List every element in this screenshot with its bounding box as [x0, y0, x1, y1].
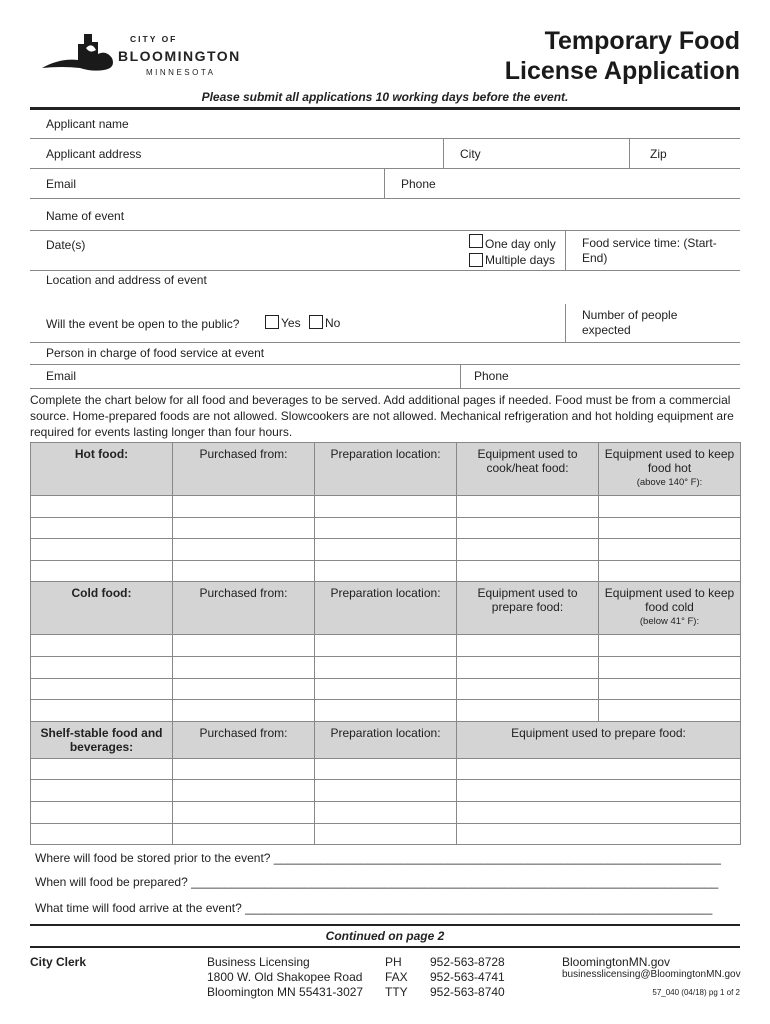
table-cell[interactable]: [599, 678, 741, 700]
shelf-equipment-header: Equipment used to prepare food:: [457, 721, 741, 758]
fax-number: 952-563-4741: [430, 970, 505, 984]
table-cell[interactable]: [457, 496, 599, 518]
prep-location-header: Preparation location:: [315, 443, 457, 496]
fax-label: FAX: [385, 970, 408, 984]
divider: [629, 138, 630, 168]
table-cell[interactable]: [31, 496, 173, 518]
table-row: [31, 758, 741, 780]
divider: [30, 342, 740, 343]
dates-field[interactable]: Date(s): [46, 238, 86, 252]
multiple-days-checkbox[interactable]: [469, 253, 483, 267]
one-day-label: One day only: [485, 237, 556, 251]
purchased-from-header: Purchased from:: [173, 582, 315, 635]
divider: [30, 230, 740, 231]
table-cell[interactable]: [173, 560, 315, 582]
table-cell[interactable]: [31, 758, 173, 780]
table-cell[interactable]: [457, 823, 741, 845]
hot-holding-label: Equipment used to keep food hot: [604, 447, 735, 475]
contact-email-field[interactable]: Email: [46, 369, 77, 383]
table-cell[interactable]: [315, 801, 457, 823]
preparation-time-question[interactable]: When will food be prepared? _______________________________________________________________________________: [35, 875, 719, 889]
table-cell[interactable]: [173, 700, 315, 722]
instructions-text: Complete the chart below for all food and beverages to be served. Add additional pages if needed. Food must be from a commercial source. Home-prepared foods are not allowed. Slowcookers are not allowed. Mechanical refrigeration and hot holding equipment are required for events lasting longer than four hours.: [30, 393, 734, 439]
table-cell[interactable]: [457, 801, 741, 823]
footer-rule-bottom: [30, 946, 740, 948]
table-cell[interactable]: [173, 539, 315, 561]
table-cell[interactable]: [31, 656, 173, 678]
email-link[interactable]: businesslicensing@BloomingtonMN.gov: [562, 969, 741, 980]
table-row: [31, 539, 741, 561]
table-cell[interactable]: [457, 560, 599, 582]
submission-notice: Please submit all applications 10 working days before the event.: [201, 90, 569, 104]
service-time-field[interactable]: Food service time: (Start-End): [582, 236, 717, 265]
table-row: [31, 560, 741, 582]
city-state-zip: Bloomington MN 55431-3027: [207, 985, 364, 999]
shelf-stable-category: Shelf-stable food and beverages:: [31, 721, 173, 758]
arrival-time-question[interactable]: What time will food arrive at the event? ______________________________________________________________________: [35, 901, 713, 915]
person-in-charge-field[interactable]: Person in charge of food service at event: [46, 346, 265, 360]
table-cell[interactable]: [315, 780, 457, 802]
cold-temp-note: (below 41° F):: [639, 616, 700, 628]
phone-number: 952-563-8728: [430, 955, 505, 969]
table-cell[interactable]: [315, 823, 457, 845]
table-row: [31, 517, 741, 539]
table-cell[interactable]: [315, 678, 457, 700]
prep-location-header: Preparation location:: [315, 582, 457, 635]
event-name-field[interactable]: Name of event: [46, 209, 125, 223]
table-cell[interactable]: [599, 517, 741, 539]
prep-location-header: Preparation location:: [315, 721, 457, 758]
table-cell[interactable]: [599, 656, 741, 678]
hot-temp-note: (above 140° F):: [636, 477, 703, 488]
cold-food-header-row: [31, 582, 741, 635]
table-row: [31, 496, 741, 518]
applicant-name-field[interactable]: Applicant name: [46, 117, 129, 131]
table-row: [31, 823, 741, 845]
food-table: [30, 442, 741, 845]
table-cell[interactable]: [31, 700, 173, 722]
cold-holding-header: [599, 582, 741, 635]
table-cell[interactable]: [599, 539, 741, 561]
no-label: No: [325, 316, 341, 330]
table-cell[interactable]: [457, 635, 599, 657]
cook-equipment-header: Equipment used to cook/heat food:: [457, 443, 599, 496]
divider: [30, 198, 740, 199]
table-cell[interactable]: [315, 539, 457, 561]
yes-checkbox[interactable]: [265, 315, 279, 329]
num-people-field[interactable]: Number of people expected: [582, 308, 678, 337]
form-title: [505, 26, 740, 86]
hot-food-header-row: [31, 443, 741, 496]
phone-field[interactable]: Phone: [401, 177, 436, 191]
table-cell[interactable]: [31, 517, 173, 539]
title-line-2: License Application: [504, 57, 740, 85]
table-cell[interactable]: [315, 758, 457, 780]
divider: [443, 138, 444, 168]
contact-phone-field[interactable]: Phone: [474, 369, 509, 383]
table-cell[interactable]: [599, 635, 741, 657]
table-cell[interactable]: [31, 823, 173, 845]
divider: [30, 138, 740, 139]
divider: [565, 304, 566, 342]
table-row: [31, 678, 741, 700]
table-cell[interactable]: [457, 517, 599, 539]
table-row: [31, 635, 741, 657]
yes-label: Yes: [281, 316, 301, 330]
table-cell[interactable]: [315, 635, 457, 657]
zip-field[interactable]: Zip: [650, 147, 667, 161]
divider: [30, 168, 740, 169]
shelf-stable-header-row: [31, 721, 741, 758]
table-cell[interactable]: [173, 635, 315, 657]
form-code: 57_040 (04/18) pg 1 of 2: [652, 988, 740, 997]
logo-city-of: CITY OF: [130, 34, 178, 44]
hot-holding-header: [599, 443, 741, 496]
table-row: [31, 801, 741, 823]
table-cell[interactable]: [31, 780, 173, 802]
table-cell[interactable]: [31, 539, 173, 561]
table-cell[interactable]: [315, 496, 457, 518]
hot-food-category: Hot food:: [31, 443, 173, 496]
table-cell[interactable]: [315, 517, 457, 539]
city-field[interactable]: City: [460, 147, 481, 161]
divider: [460, 364, 461, 388]
table-cell[interactable]: [31, 801, 173, 823]
tty-label: TTY: [385, 985, 408, 999]
table-cell[interactable]: [457, 758, 741, 780]
street-address: 1800 W. Old Shakopee Road: [207, 970, 363, 984]
table-cell[interactable]: [315, 560, 457, 582]
phone-label: PH: [385, 955, 402, 969]
table-cell[interactable]: [173, 758, 315, 780]
table-cell[interactable]: [173, 678, 315, 700]
footer-rule-top: [30, 924, 740, 926]
table-cell[interactable]: [173, 517, 315, 539]
open-public-question: Will the event be open to the public?: [46, 317, 240, 331]
header-rule: [30, 107, 740, 110]
table-cell[interactable]: [173, 801, 315, 823]
table-cell[interactable]: [599, 560, 741, 582]
logo-city-name: BLOOMINGTON: [118, 48, 241, 64]
prepare-equipment-header: Equipment used to prepare food:: [457, 582, 599, 635]
table-row: [31, 700, 741, 722]
table-cell[interactable]: [173, 496, 315, 518]
storage-question[interactable]: Where will food be stored prior to the event? ___________________________________________________________________: [35, 851, 721, 865]
table-cell[interactable]: [31, 678, 173, 700]
logo-state: MINNESOTA: [146, 68, 216, 77]
table-cell[interactable]: [457, 656, 599, 678]
table-cell[interactable]: [457, 539, 599, 561]
table-cell[interactable]: [599, 700, 741, 722]
divider: [30, 270, 740, 271]
department-name: City Clerk: [30, 955, 87, 969]
email-field[interactable]: Email: [46, 177, 77, 191]
divider: [565, 230, 566, 270]
title-line-1: Temporary Food: [544, 27, 740, 55]
applicant-address-field[interactable]: Applicant address: [46, 147, 142, 161]
cold-food-category: Cold food:: [31, 582, 173, 635]
cold-holding-label: Equipment used to keep food cold: [604, 586, 735, 615]
tty-number: 952-563-8740: [430, 985, 505, 999]
table-cell[interactable]: [599, 496, 741, 518]
table-cell[interactable]: [315, 700, 457, 722]
table-cell[interactable]: [457, 780, 741, 802]
divider: [30, 364, 740, 365]
city-logo: [40, 28, 260, 84]
city-skyline-icon: [40, 28, 120, 84]
divider: [30, 388, 740, 389]
location-field[interactable]: Location and address of event: [46, 273, 207, 287]
table-cell[interactable]: [173, 780, 315, 802]
website-link[interactable]: BloomingtonMN.gov: [562, 955, 671, 969]
purchased-from-header: Purchased from:: [173, 721, 315, 758]
continued-note: Continued on page 2: [325, 929, 445, 943]
table-cell[interactable]: [457, 678, 599, 700]
table-cell[interactable]: [31, 560, 173, 582]
one-day-checkbox[interactable]: [469, 234, 483, 248]
table-row: [31, 656, 741, 678]
multiple-days-label: Multiple days: [485, 253, 556, 267]
table-cell[interactable]: [457, 700, 599, 722]
table-cell[interactable]: [315, 656, 457, 678]
purchased-from-header: Purchased from:: [173, 443, 315, 496]
office-name: Business Licensing: [207, 955, 310, 969]
table-cell[interactable]: [31, 635, 173, 657]
table-cell[interactable]: [173, 823, 315, 845]
divider: [384, 168, 385, 198]
no-checkbox[interactable]: [309, 315, 323, 329]
table-row: [31, 780, 741, 802]
table-cell[interactable]: [173, 656, 315, 678]
